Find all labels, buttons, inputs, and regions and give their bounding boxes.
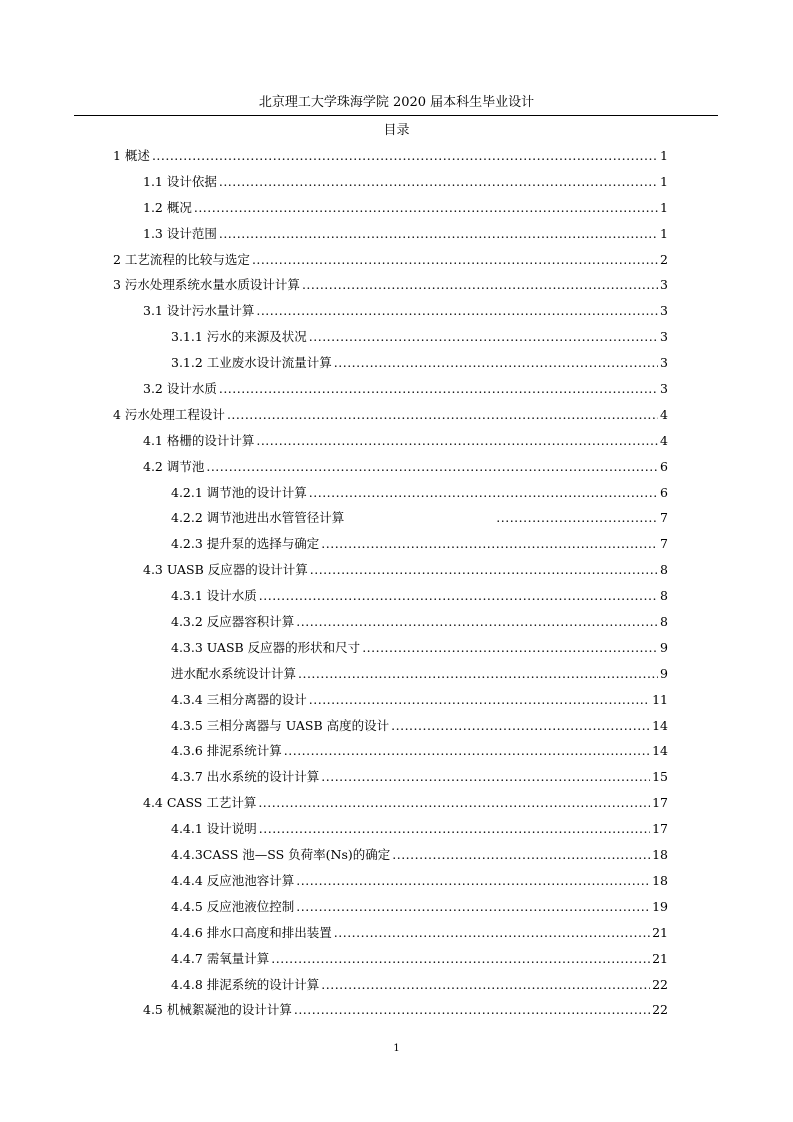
toc-entry[interactable] xyxy=(113,637,668,663)
toc-leader-dots xyxy=(321,533,658,555)
toc-entry-label: 3.2 设计水质 xyxy=(143,381,217,397)
toc-entry-page: 18 xyxy=(652,847,668,863)
toc-entry[interactable] xyxy=(113,689,668,715)
toc-entry-page: 3 xyxy=(660,381,668,397)
toc-leader-dots xyxy=(362,637,658,659)
toc-entry-label: 3.1.2 工业废水设计流量计算 xyxy=(171,355,332,371)
toc-entry-label: 4.1 格栅的设计计算 xyxy=(143,432,255,448)
toc-entry[interactable] xyxy=(113,249,668,275)
toc-entry[interactable] xyxy=(113,974,668,1000)
toc-entry-page: 21 xyxy=(652,950,668,966)
toc-entry[interactable] xyxy=(113,300,668,326)
toc-entry-page: 14 xyxy=(652,743,668,759)
toc-entry-page: 4 xyxy=(660,432,668,448)
toc-entry[interactable] xyxy=(113,507,668,533)
toc-entry[interactable] xyxy=(113,482,668,508)
toc-entry[interactable] xyxy=(113,171,668,197)
toc-leader-dots xyxy=(310,559,658,581)
toc-entry-label: 4.3.4 三相分离器的设计 xyxy=(171,691,307,707)
header-divider xyxy=(74,115,718,116)
toc-entry[interactable] xyxy=(113,326,668,352)
toc-entry-page: 3 xyxy=(660,277,668,293)
toc-leader-dots xyxy=(194,197,658,219)
toc-entry-label: 4.4.7 需氧量计算 xyxy=(171,950,270,966)
toc-entry-label: 4.2 调节池 xyxy=(143,458,205,474)
toc-entry[interactable] xyxy=(113,378,668,404)
toc-entry-page: 21 xyxy=(652,924,668,940)
toc-leader-dots xyxy=(227,404,658,426)
toc-entry[interactable] xyxy=(113,456,668,482)
toc-entry[interactable] xyxy=(113,197,668,223)
toc-entry-label: 4.4.3CASS 池—SS 负荷率(Ns)的确定 xyxy=(171,847,391,863)
toc-entry-label: 1 概述 xyxy=(113,148,150,163)
toc-leader-dots xyxy=(256,430,658,452)
toc-leader-dots xyxy=(296,611,658,633)
toc-entry-label: 4.2.2 调节池进出水管管径计算 xyxy=(171,510,345,526)
toc-leader-dots xyxy=(391,715,650,737)
toc-entry[interactable] xyxy=(113,870,668,896)
toc-leader-dots xyxy=(259,818,650,840)
toc-entry-label: 4.3.7 出水系统的设计计算 xyxy=(171,769,320,785)
toc-entry-page: 19 xyxy=(652,898,668,914)
toc-entry[interactable] xyxy=(113,274,668,300)
toc-leader-dots xyxy=(309,482,658,504)
toc-entry-page: 8 xyxy=(660,588,668,604)
toc-entry[interactable] xyxy=(113,663,668,689)
toc-leader-dots xyxy=(294,999,650,1021)
toc-entry-page: 1 xyxy=(660,173,668,189)
toc-leader-dots xyxy=(152,145,658,167)
toc-entry-page: 8 xyxy=(660,562,668,578)
toc-entry-page: 9 xyxy=(660,665,668,681)
toc-leader-dots xyxy=(334,922,650,944)
toc-entry[interactable] xyxy=(113,715,668,741)
toc-leader-dots xyxy=(309,326,658,348)
toc-entry-page: 18 xyxy=(652,872,668,888)
toc-entry-page: 6 xyxy=(660,458,668,474)
footer-page-number: 1 xyxy=(393,1043,400,1054)
toc-entry-label: 4.2.1 调节池的设计计算 xyxy=(171,484,307,500)
toc-entry-label: 进水配水系统设计计算 xyxy=(171,665,297,681)
toc-leader-dots xyxy=(309,689,650,711)
toc-entry[interactable] xyxy=(113,999,668,1025)
toc-entry[interactable] xyxy=(113,404,668,430)
toc-entry-label: 4.3.2 反应器容积计算 xyxy=(171,614,295,630)
toc-entry-label: 3 污水处理系统水量水质设计计算 xyxy=(113,277,300,293)
toc-leader-dots xyxy=(271,948,650,970)
running-header-title: 北京理工大学珠海学院 2020 届本科生毕业设计 xyxy=(258,95,535,110)
toc-entry-label: 4.3 UASB 反应器的设计计算 xyxy=(143,562,308,578)
toc-entry-label: 2 工艺流程的比较与选定 xyxy=(113,251,250,267)
toc-entry[interactable] xyxy=(113,223,668,249)
toc-leader-dots xyxy=(284,740,650,762)
toc-entry[interactable] xyxy=(113,145,668,171)
toc-entry-page: 3 xyxy=(660,329,668,345)
toc-entry-label: 3.1 设计污水量计算 xyxy=(143,303,255,319)
toc-leader-dots xyxy=(219,223,658,245)
toc-leader-dots xyxy=(258,792,650,814)
toc-entry-label: 1.3 设计范围 xyxy=(143,225,217,241)
toc-entry-label: 4.4 CASS 工艺计算 xyxy=(143,795,257,811)
toc-heading: 目录 xyxy=(383,123,410,138)
toc-entry-page: 9 xyxy=(660,639,668,655)
toc-entry[interactable] xyxy=(113,948,668,974)
toc-entry-label: 4.4.8 排泥系统的设计计算 xyxy=(171,976,320,992)
toc-entry-label: 4.4.4 反应池池容计算 xyxy=(171,872,295,888)
toc-entry[interactable] xyxy=(113,740,668,766)
toc-leader-dots xyxy=(256,300,658,322)
toc-leader-dots xyxy=(219,171,658,193)
toc-entry-label: 3.1.1 污水的来源及状况 xyxy=(171,329,307,345)
toc-entry-page: 17 xyxy=(652,795,668,811)
toc-leader-dots xyxy=(296,870,650,892)
toc-leader-dots xyxy=(206,456,658,478)
toc-leader-dots xyxy=(219,378,658,400)
toc-entry[interactable] xyxy=(113,766,668,792)
toc-entry-page: 7 xyxy=(660,510,668,526)
toc-leader-dots xyxy=(252,249,658,271)
toc-leader-dots xyxy=(259,585,658,607)
toc-entry[interactable] xyxy=(113,533,668,559)
toc-entry-page: 22 xyxy=(652,976,668,992)
toc-entry-page: 7 xyxy=(660,536,668,552)
toc-entry-label: 4.5 机械絮凝池的设计计算 xyxy=(143,1002,292,1018)
toc-entry[interactable] xyxy=(113,792,668,818)
toc-entry-page: 3 xyxy=(660,355,668,371)
toc-entry-label: 4.3.1 设计水质 xyxy=(171,588,257,604)
toc-entry-page: 2 xyxy=(660,251,668,267)
toc-entry-page: 1 xyxy=(660,148,668,163)
toc-leader-dots xyxy=(298,663,658,685)
toc-entry[interactable] xyxy=(113,844,668,870)
toc-entry-label: 4 污水处理工程设计 xyxy=(113,406,225,422)
toc-entry-label: 4.4.6 排水口高度和排出装置 xyxy=(171,924,332,940)
toc-entry[interactable] xyxy=(113,922,668,948)
toc-entry[interactable] xyxy=(113,430,668,456)
toc-entry[interactable] xyxy=(113,896,668,922)
toc-entry-page: 14 xyxy=(652,717,668,733)
toc-entry-page: 6 xyxy=(660,484,668,500)
toc-leader-dots xyxy=(321,766,650,788)
toc-entry-label: 1.1 设计依据 xyxy=(143,173,217,189)
table-of-contents xyxy=(113,145,668,1025)
toc-entry-page: 22 xyxy=(652,1002,668,1018)
toc-entry-label: 4.2.3 提升泵的选择与确定 xyxy=(171,536,320,552)
toc-entry-label: 4.4.5 反应池液位控制 xyxy=(171,898,295,914)
toc-entry-label: 4.3.6 排泥系统计算 xyxy=(171,743,282,759)
toc-entry[interactable] xyxy=(113,352,668,378)
toc-entry[interactable] xyxy=(113,559,668,585)
toc-entry-label: 1.2 概况 xyxy=(143,199,192,215)
toc-entry-page: 4 xyxy=(660,406,668,422)
toc-leader-dots xyxy=(496,507,658,529)
toc-entry[interactable] xyxy=(113,818,668,844)
toc-entry-label: 4.3.3 UASB 反应器的形状和尺寸 xyxy=(171,639,361,655)
toc-entry-label: 4.4.1 设计说明 xyxy=(171,821,257,837)
toc-leader-dots xyxy=(302,274,658,296)
toc-leader-dots xyxy=(321,974,650,996)
toc-entry-page: 1 xyxy=(660,225,668,241)
toc-entry-label: 4.3.5 三相分离器与 UASB 高度的设计 xyxy=(171,717,390,733)
toc-leader-dots xyxy=(296,896,650,918)
toc-entry-page: 3 xyxy=(660,303,668,319)
toc-entry[interactable] xyxy=(113,585,668,611)
toc-leader-dots xyxy=(392,844,650,866)
toc-entry-page: 15 xyxy=(652,769,668,785)
toc-entry-page: 17 xyxy=(652,821,668,837)
toc-entry-page: 11 xyxy=(652,691,668,707)
toc-entry[interactable] xyxy=(113,611,668,637)
toc-entry-page: 1 xyxy=(660,199,668,215)
toc-leader-dots xyxy=(334,352,658,374)
toc-entry-page: 8 xyxy=(660,614,668,630)
